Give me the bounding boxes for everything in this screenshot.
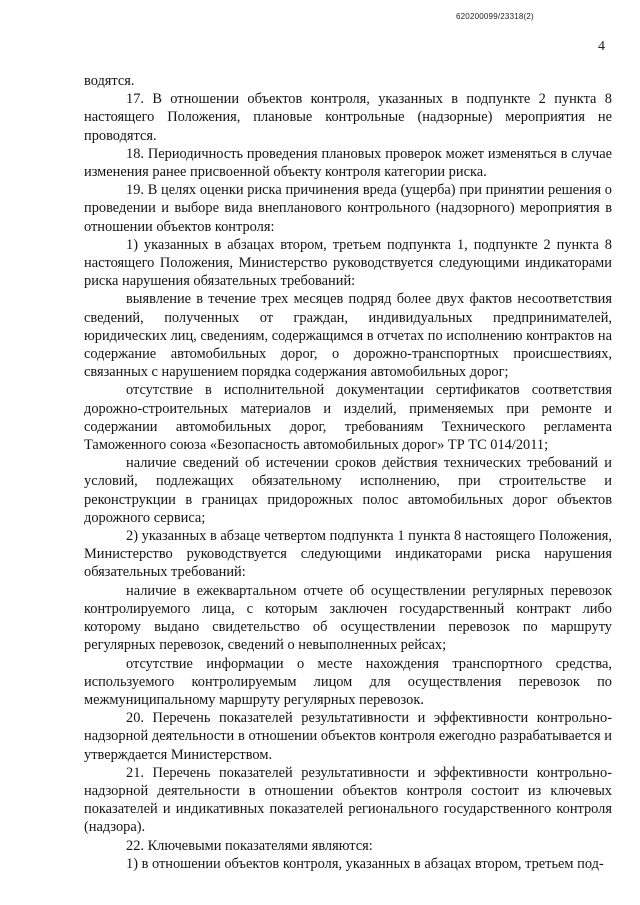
- paragraph-19-2-indicator-1: наличие в ежеквартальном отчете об осуществлении регулярных перевозок контролируемого лица, с которым заключен государственный контракт либо которому выдано свидетельство об осуществлении перевозок по маршруту регулярных перевозок, сведений о невыполненных рейсах;: [84, 582, 612, 654]
- paragraph-17: 17. В отношении объектов контроля, указанных в подпункте 2 пункта 8 настоящего Положения, плановые контрольные (надзорные) мероприятия не проводятся.: [84, 91, 612, 144]
- paragraph-19-1-indicator-3: наличие сведений об истечении сроков действия технических требований и условий, подлежащих обязательному исполнению, при строительстве и реконструкции в границах придорожных полос автомобильных дорог объектов дорожного сервиса;: [84, 455, 612, 526]
- page-number: 4: [598, 39, 605, 54]
- document-body: [84, 72, 612, 873]
- document-code: 620200099/23318(2): [456, 12, 534, 21]
- paragraph-21: 21. Перечень показателей результативности и эффективности контрольно-надзорной деятельности в отношении объектов контроля состоит из ключевых показателей и индикативных показателей регионального государственного контроля (надзора).: [84, 764, 612, 836]
- paragraph-19: 19. В целях оценки риска причинения вреда (ущерба) при принятии решения о проведении и выборе вида внепланового контрольного (надзорного) мероприятия в отношении объектов контроля:: [84, 182, 612, 235]
- paragraph-19-2: 2) указанных в абзаце четвертом подпункта 1 пункта 8 настоящего Положения, Министерство руководствуется следующими индикаторами риска нарушения обязательных требований:: [84, 528, 612, 581]
- paragraph-19-1: 1) указанных в абзацах втором, третьем подпункта 1, подпункте 2 пункта 8 настоящего Положения, Министерство руководствуется следующими индикаторами риска нарушения обязательных требований:: [84, 236, 612, 290]
- paragraph-19-1-indicator-2: отсутствие в исполнительной документации сертификатов соответствия дорожно-строительных материалов и изделий, применяемых при ремонте и содержании автомобильных дорог, требованиям Технического регламента Таможенного союза «Безопасность автомобильных дорог» ТР ТС 014/2011;: [84, 382, 612, 454]
- paragraph-19-2-indicator-2: отсутствие информации о месте нахождения транспортного средства, используемого контролируемым лицом для осуществления перевозок по межмуниципальному маршруту регулярных перевозок.: [84, 655, 612, 708]
- paragraph-22: 22. Ключевыми показателями являются:: [126, 837, 373, 854]
- paragraph-19-1-indicator-1: выявление в течение трех месяцев подряд более двух фактов несоответствия сведений, полученных от граждан, индивидуальных предпринимателей, юридических лиц, сведениям, содержащимся в отчетах по исполнению контрактов на содержание автомобильных дорог, о дорожно-транспортных происшествиях, связанных с нарушением порядка содержания автомобильных дорог;: [84, 291, 612, 381]
- paragraph-18: 18. Периодичность проведения плановых проверок может изменяться в случае изменения ранее присвоенной объекту контроля категории риска.: [84, 145, 612, 181]
- paragraph-continuation: водятся.: [84, 73, 135, 89]
- paragraph-20: 20. Перечень показателей результативности и эффективности контрольно-надзорной деятельности в отношении объектов контроля ежегодно разрабатывается и утверждается Министерством.: [84, 710, 612, 763]
- paragraph-22-1: 1) в отношении объектов контроля, указанных в абзацах втором, третьем под-: [126, 855, 604, 872]
